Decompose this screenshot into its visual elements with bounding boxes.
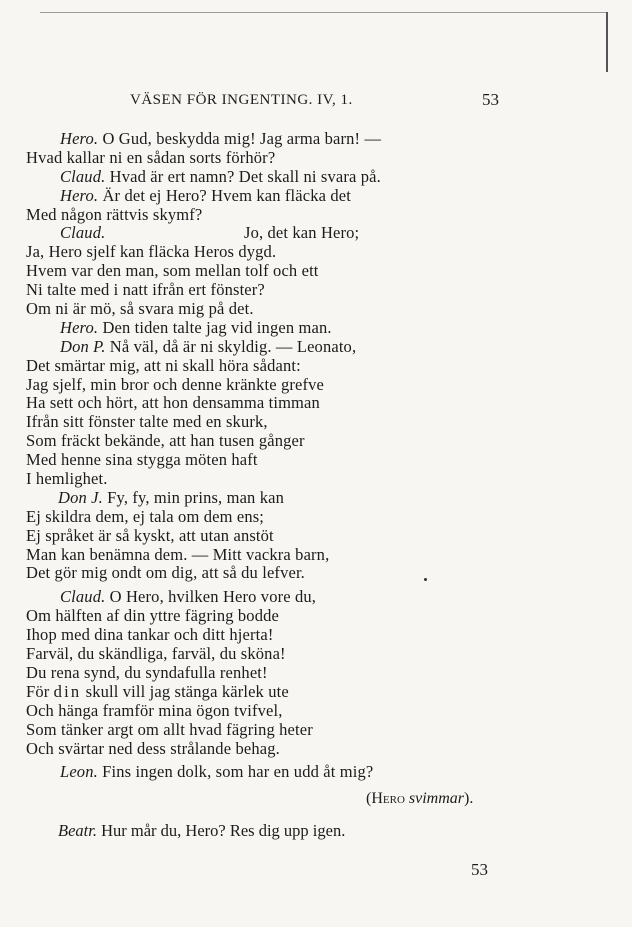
verse-line: Som tänker argt om allt hvad fägring heter <box>26 719 313 739</box>
verse-line: Hvad kallar ni en sådan sorts förhör? <box>26 147 276 167</box>
page-edge-rule <box>40 12 606 13</box>
verse-line: Jag sjelf, min bror och denne kränkte grefve <box>26 374 324 394</box>
emphasis-spaced: din <box>53 681 82 701</box>
verse-line: Ej skildra dem, ej tala om dem ens; <box>26 506 265 526</box>
verse-line: Don J. Fy, fy, min prins, man kan <box>58 487 284 507</box>
verse-line: Leon. Fins ingen dolk, som har en udd åt mig? <box>60 762 374 782</box>
speaker-name: Hero. <box>60 185 99 205</box>
stage-direction-action: svimmar <box>404 790 464 807</box>
verse-line: Farväl, du skändliga, farväl, du sköna! <box>26 644 286 664</box>
page-number: 53 <box>482 90 499 109</box>
verse-line: Med någon rättvis skymf? <box>26 204 203 224</box>
speaker-name: Claud. <box>60 587 106 607</box>
play-text <box>26 130 526 782</box>
verse-line: Om ni är mö, så svara mig på det. <box>26 299 254 319</box>
stage-direction-name: Hero <box>371 790 405 807</box>
speaker-name: Beatr. <box>58 821 97 840</box>
verse-line: Hero. O Gud, beskydda mig! Jag arma barn! — <box>60 129 382 148</box>
speaker-name: Leon. <box>60 762 98 782</box>
verse-line: Med henne sina stygga möten haft <box>26 450 258 470</box>
signature-mark: 53 <box>471 860 488 879</box>
verse-line: Ja, Hero sjelf kan fläcka Heros dygd. <box>26 242 277 262</box>
speaker-name: Don P. <box>60 336 106 356</box>
speaker-name: Hero. <box>60 129 99 148</box>
verse-line: Ni talte med i natt ifrån ert fönster? <box>26 280 265 300</box>
verse-line: Hero. Den tiden talte jag vid ingen man. <box>60 317 332 337</box>
verse-line: Hero. Är det ej Hero? Hvem kan fläcka det <box>60 185 351 205</box>
verse-line-last: Beatr. Hur mår du, Hero? Res dig upp igen. <box>58 821 346 840</box>
verse-line: Och hänga framför mina ögon tvifvel, <box>26 700 283 720</box>
verse-line: Hvem var den man, som mellan tolf och ett <box>26 261 319 281</box>
verse-line: Och svärtar ned dess strålande behag. <box>26 738 280 758</box>
verse-line: Det smärtar mig, att ni skall höra sådant: <box>26 355 301 375</box>
speaker-name: Claud. <box>60 166 106 186</box>
verse-line: Ej språket är så kyskt, att utan anstöt <box>26 525 274 545</box>
page-edge-fold <box>606 12 608 72</box>
speaker-name: Don J. <box>58 487 103 507</box>
speaker-name: Hero. <box>60 317 99 337</box>
ink-speck <box>424 578 427 581</box>
verse-line: Ihop med dina tankar och ditt hjerta! <box>26 625 274 645</box>
verse-line: Man kan benämna dem. — Mitt vackra barn, <box>26 544 330 564</box>
verse-line: I hemlighet. <box>26 469 108 489</box>
verse-line: Ha sett och hört, att hon densamma timman <box>26 393 320 413</box>
verse-line: Claud. Hvad är ert namn? Det skall ni svara på. <box>60 166 381 186</box>
verse-line: Om hälften af din yttre fägring bodde <box>26 606 279 626</box>
running-title: VÄSEN FÖR INGENTING. IV, 1. <box>130 92 353 108</box>
stage-direction: (Hero svimmar). <box>366 790 474 807</box>
verse-line: Don P. Nå väl, då är ni skyldig. — Leonato, <box>60 336 357 356</box>
speaker-name: Claud. <box>60 223 106 243</box>
verse-line: Du rena synd, du syndafulla renhet! <box>26 662 268 682</box>
verse-line: För din skull vill jag stänga kärlek ute <box>26 681 289 701</box>
verse-line: Claud. Jo, det kan Hero; <box>60 223 360 243</box>
verse-line: Claud. O Hero, hvilken Hero vore du, <box>60 587 317 607</box>
verse-line: Som fräckt bekände, att han tusen gånger <box>26 431 305 451</box>
verse-line: Ifrån sitt fönster talte med en skurk, <box>26 412 268 432</box>
verse-line: Det gör mig ondt om dig, att så du lefver. <box>26 563 305 583</box>
